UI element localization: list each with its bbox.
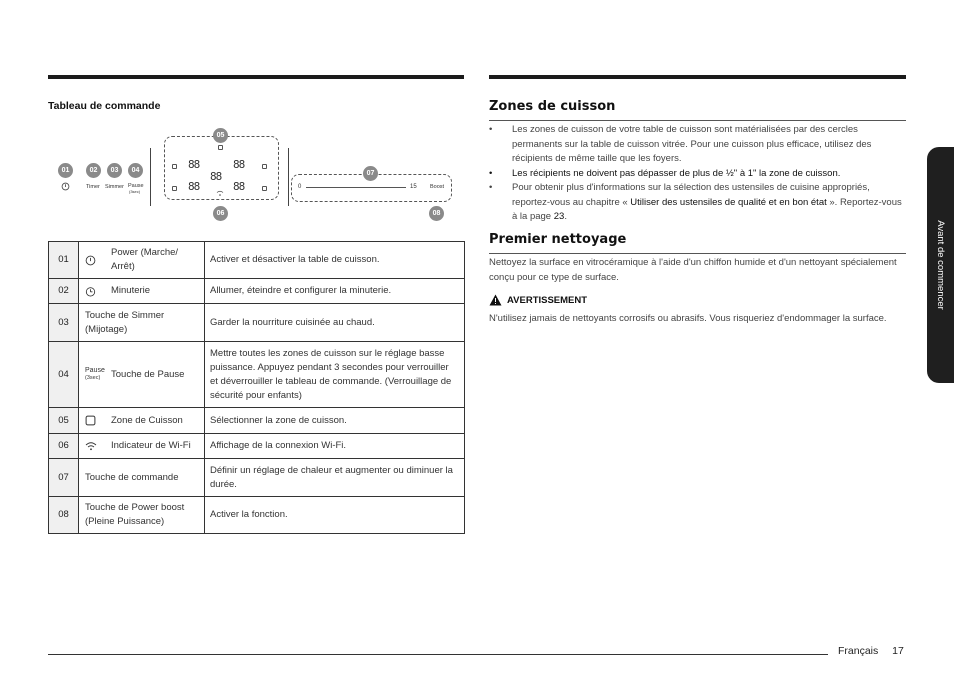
section-label: Tableau de commande — [48, 100, 161, 112]
zone-select-icon — [172, 186, 177, 191]
timer-icon — [85, 286, 96, 297]
slider-track — [306, 187, 406, 188]
list-item: • Les récipients ne doivent pas dépasser de plus de ½" à 1" la zone de cuisson. — [489, 167, 906, 182]
warning-heading — [489, 294, 587, 306]
zone-display-1: 88 — [188, 158, 200, 171]
cooking-zone-icon — [85, 415, 96, 426]
page-link[interactable]: 23 — [553, 211, 565, 222]
chapter-side-tab[interactable] — [927, 147, 954, 383]
table-row — [49, 459, 465, 497]
panel-divider — [288, 148, 289, 206]
wifi-icon — [216, 190, 224, 196]
row-name: Touche de Simmer (Mijotage) — [79, 304, 205, 342]
zones-title: Zones de cuisson — [489, 99, 616, 114]
row-number: 03 — [49, 304, 79, 342]
callout-08: 08 — [429, 206, 444, 221]
row-name: Zone de Cuisson — [111, 414, 183, 426]
panel-divider — [150, 148, 151, 206]
lock-3sec-label: (3sec) — [129, 189, 141, 194]
zones-title-rule — [489, 120, 906, 121]
row-description: Sélectionner la zone de cuisson. — [205, 408, 465, 434]
lock-icon-text: (3sec) — [85, 375, 101, 381]
right-top-rule — [489, 75, 906, 79]
row-description: Garder la nourriture cuisinée au chaud. — [205, 304, 465, 342]
row-number: 05 — [49, 408, 79, 434]
row-description: Activer et désactiver la table de cuisson. — [205, 242, 465, 279]
row-description: Définir un réglage de chaleur et augmenter ou diminuer la durée. — [205, 459, 465, 497]
zone-display-3: 88 — [188, 180, 200, 193]
row-name: Indicateur de Wi-Fi — [111, 440, 191, 451]
pause-label: Pause — [128, 183, 144, 189]
cleaning-title-rule — [489, 253, 906, 254]
callout-04: 04 — [128, 163, 143, 178]
zone-display-2: 88 — [233, 158, 245, 171]
boost-label: Boost — [430, 184, 445, 190]
power-icon — [85, 255, 96, 266]
wifi-icon — [85, 441, 97, 451]
callout-06: 06 — [213, 206, 228, 221]
row-description: Allumer, éteindre et configurer la minuterie. — [205, 279, 465, 304]
callout-03: 03 — [107, 163, 122, 178]
left-top-rule — [48, 75, 464, 79]
row-name: Touche de commande — [79, 459, 205, 497]
bullet-text: . — [564, 211, 567, 222]
footer — [838, 645, 904, 657]
zone-select-icon — [262, 164, 267, 169]
power-icon — [61, 182, 70, 191]
timer-display: 88 — [210, 170, 222, 183]
table-row — [49, 242, 465, 279]
row-description: Mettre toutes les zones de cuisson sur le réglage basse puissance. Appuyez pendant 3 secondes pour verrouiller et déverrouiller le tableau de commande. (Verrouillage de sécurité pour enfants) — [205, 342, 465, 408]
slider-max: 15 — [410, 184, 417, 190]
page-number: 17 — [892, 645, 904, 657]
warning-text: N'utilisez jamais de nettoyants corrosifs ou abrasifs. Vous risqueriez d'endommager la surface. — [489, 313, 887, 324]
zone-select-icon — [262, 186, 267, 191]
table-row — [49, 342, 465, 408]
zone-select-icon — [172, 164, 177, 169]
table-row — [49, 434, 465, 459]
chapter-side-tab-label: Avant de commencer — [935, 220, 946, 310]
row-number: 02 — [49, 279, 79, 304]
table-row — [49, 408, 465, 434]
row-number: 06 — [49, 434, 79, 459]
row-name: Touche de Power boost (Pleine Puissance) — [79, 497, 205, 534]
table-row — [49, 497, 465, 534]
row-number: 07 — [49, 459, 79, 497]
callout-01: 01 — [58, 163, 73, 178]
control-table — [48, 241, 465, 534]
footer-language: Français — [838, 645, 879, 657]
footer-rule — [48, 654, 828, 655]
chapter-link[interactable]: Utiliser des ustensiles de qualité et en bon état — [630, 196, 827, 208]
simmer-label: Simmer — [105, 184, 124, 190]
row-number: 01 — [49, 242, 79, 279]
callout-02: 02 — [86, 163, 101, 178]
callout-05: 05 — [213, 128, 228, 143]
slider-min: 0 — [298, 184, 302, 190]
list-item: • Les zones de cuisson de votre table de cuisson sont matérialisées par des cercles permanents sur la table de cuisson vitrée. Pour une cuisson plus efficace, utilisez des récipients de même taille que les foyers. — [489, 123, 906, 167]
row-name: Touche de Pause — [111, 368, 185, 380]
zones-bullet-list — [489, 123, 906, 225]
pause-icon-text: Pause — [85, 367, 105, 374]
row-description: Affichage de la connexion Wi-Fi. — [205, 434, 465, 459]
row-name: Power (Marche/ Arrêt) — [111, 247, 179, 272]
callout-07: 07 — [363, 166, 378, 181]
row-number: 08 — [49, 497, 79, 534]
row-description: Activer la fonction. — [205, 497, 465, 534]
warning-icon — [489, 294, 502, 306]
table-row — [49, 279, 465, 304]
warning-title: AVERTISSEMENT — [507, 294, 588, 306]
control-panel-diagram — [48, 128, 464, 220]
row-name: Minuterie — [111, 285, 151, 296]
row-number: 04 — [49, 342, 79, 408]
bullet-text: Pour obtenir plus d'informations sur la sélection des ustensiles de cuisine appropriés, reportez-vous au chapitre « — [512, 182, 870, 208]
bullet-text: ». Reportez-vous à la page — [512, 196, 902, 222]
zone-display-4: 88 — [233, 180, 245, 193]
timer-label: Timer — [86, 184, 100, 190]
cleaning-text: Nettoyez la surface en vitrocéramique à l'aide d'un chiffon humide et d'un nettoyant spécialement conçu pour ce type de surface. — [489, 257, 897, 283]
zone-indicator-icon — [218, 145, 223, 150]
list-item — [489, 181, 906, 225]
cleaning-title: Premier nettoyage — [489, 232, 627, 247]
table-row — [49, 304, 465, 342]
